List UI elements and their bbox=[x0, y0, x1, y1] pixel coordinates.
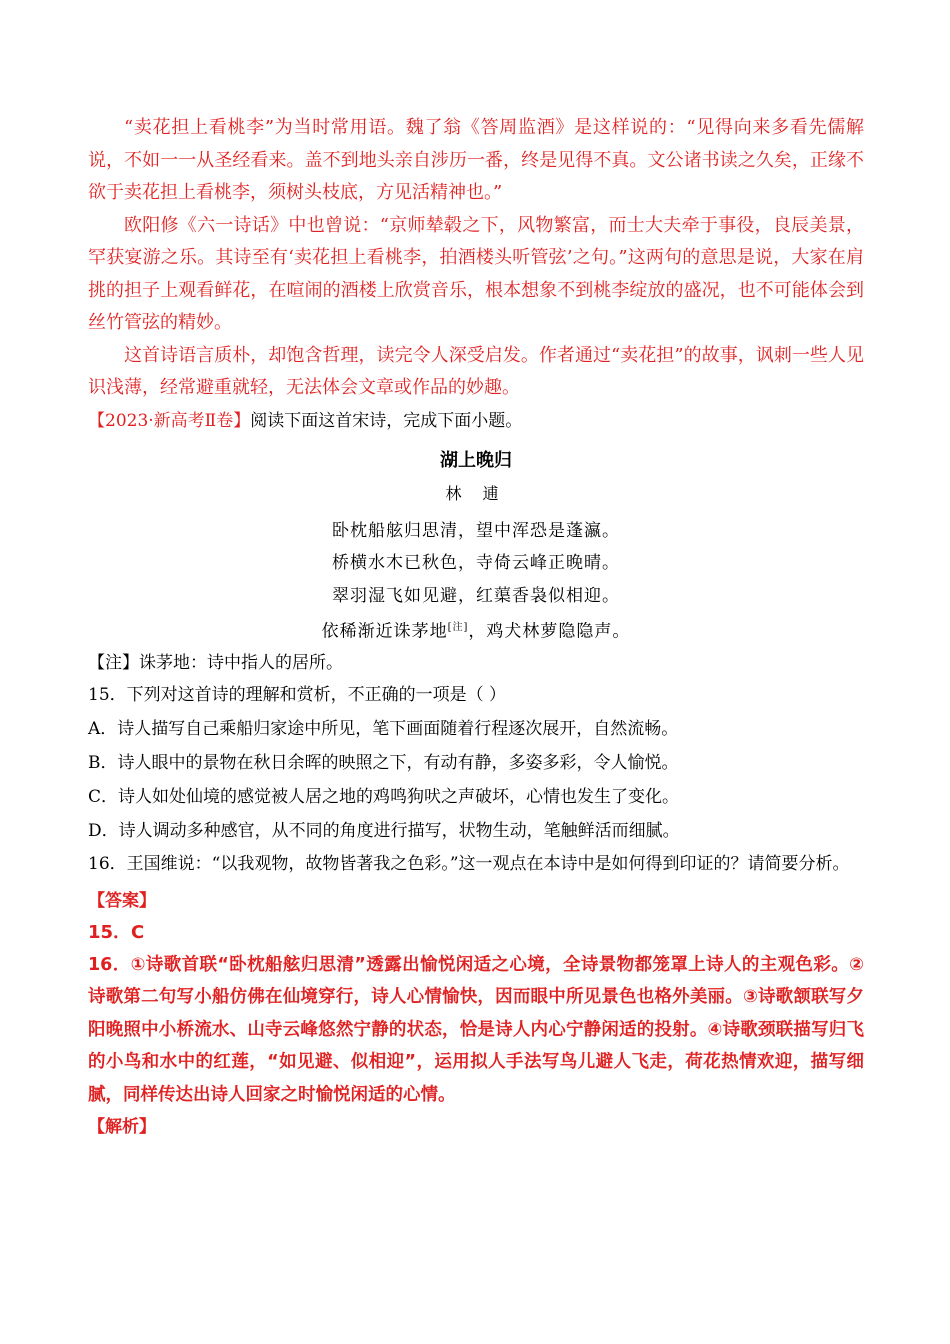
poem-author: 林 逋 bbox=[445, 483, 507, 503]
analysis-paragraph-1: “卖花担上看桃李”为当时常用语。魏了翁《答周监酒》是这样说的：“见得向来多看先儒解说，不如一一从圣经看来。盖不到地头亲自涉历一番，终是见得不真。文公诸书读之久矣，正缘不欲于卖花担上看桃李，须树头枝底，方见活精神也。” bbox=[88, 117, 864, 203]
answer-15: 15．C bbox=[88, 921, 145, 943]
note-marker: [注] bbox=[447, 622, 469, 633]
poem-line-4 bbox=[88, 612, 864, 648]
question-16: 16．王国维说：“以我观物，故物皆著我之色彩。”这一观点在本诗中是如何得到印证的？请简要分析。 bbox=[88, 854, 850, 875]
poem-line-1: 卧枕船舷归思清，望中浑恐是蓬瀛。 bbox=[332, 520, 620, 541]
analysis-paragraph-2: 欧阳修《六一诗话》中也曾说：“京师辇毂之下，风物繁富，而士大夫牵于事役，良辰美景，罕获宴游之乐。其诗至有‘卖花担上看桃李，拍酒楼头听管弦’之句。”这两句的意思是说，大家在肩挑的担子上观看鲜花，在喧闹的酒楼上欣赏音乐，根本想象不到桃李绽放的盛况，也不可能体会到丝竹管弦的精妙。 bbox=[88, 214, 864, 333]
explanation-label: 【解析】 bbox=[88, 1117, 156, 1138]
question-source bbox=[88, 405, 864, 437]
poem-line-2: 桥横水木已秋色，寺倚云峰正晚晴。 bbox=[332, 553, 620, 573]
source-tag: 【2023·新高考Ⅱ卷】 bbox=[88, 410, 251, 431]
option-a: A．诗人描写自己乘船归家途中所见，笔下画面随着行程逐次展开，自然流畅。 bbox=[88, 719, 679, 740]
poem-title: 湖上晚归 bbox=[440, 449, 512, 471]
answer-label: 【答案】 bbox=[88, 890, 156, 911]
poem-line-4-part-b: ，鸡犬林萝隐隐声。 bbox=[468, 621, 631, 642]
poem-note: 【注】诛茅地：诗中指人的居所。 bbox=[88, 653, 343, 674]
poem-line-3: 翠羽湿飞如见避，红蕖香袅似相迎。 bbox=[332, 585, 620, 606]
answer-16: 16．①诗歌首联“卧枕船舷归思清”透露出愉悦闲适之心境，全诗景物都笼罩上诗人的主观色彩。②诗歌第二句写小船仿佛在仙境穿行，诗人心情愉快，因而眼中所见景色也格外美丽。③诗歌颔联写夕阳晚照中小桥流水、山寺云峰悠然宁静的状态，恰是诗人内心宁静闲适的投射。④诗歌颈联描写归飞的小鸟和水中的红莲，“如见避、似相迎”，运用拟人手法写鸟儿避人飞走，荷花热情欢迎，描写细腻，同样传达出诗人回家之时愉悦闲适的心情。 bbox=[88, 954, 864, 1105]
poem-line-4-part-a: 依稀渐近诛茅地 bbox=[321, 621, 448, 642]
question-15: 15．下列对这首诗的理解和赏析，不正确的一项是（ ） bbox=[88, 685, 507, 706]
source-text: 阅读下面这首宋诗，完成下面小题。 bbox=[250, 410, 523, 431]
option-b: B．诗人眼中的景物在秋日余晖的映照之下，有动有静，多姿多彩，令人愉悦。 bbox=[88, 753, 679, 774]
document-content bbox=[88, 112, 864, 1143]
analysis-paragraph-3: 这首诗语言质朴，却饱含哲理，读完令人深受启发。作者通过“卖花担”的故事，讽刺一些人见识浅薄，经常避重就轻，无法体会文章或作品的妙趣。 bbox=[88, 344, 864, 398]
option-d: D．诗人调动多种感官，从不同的角度进行描写，状物生动，笔触鲜活而细腻。 bbox=[88, 821, 680, 842]
option-c: C．诗人如处仙境的感觉被人居之地的鸡鸣狗吠之声破坏，心情也发生了变化。 bbox=[88, 787, 680, 808]
